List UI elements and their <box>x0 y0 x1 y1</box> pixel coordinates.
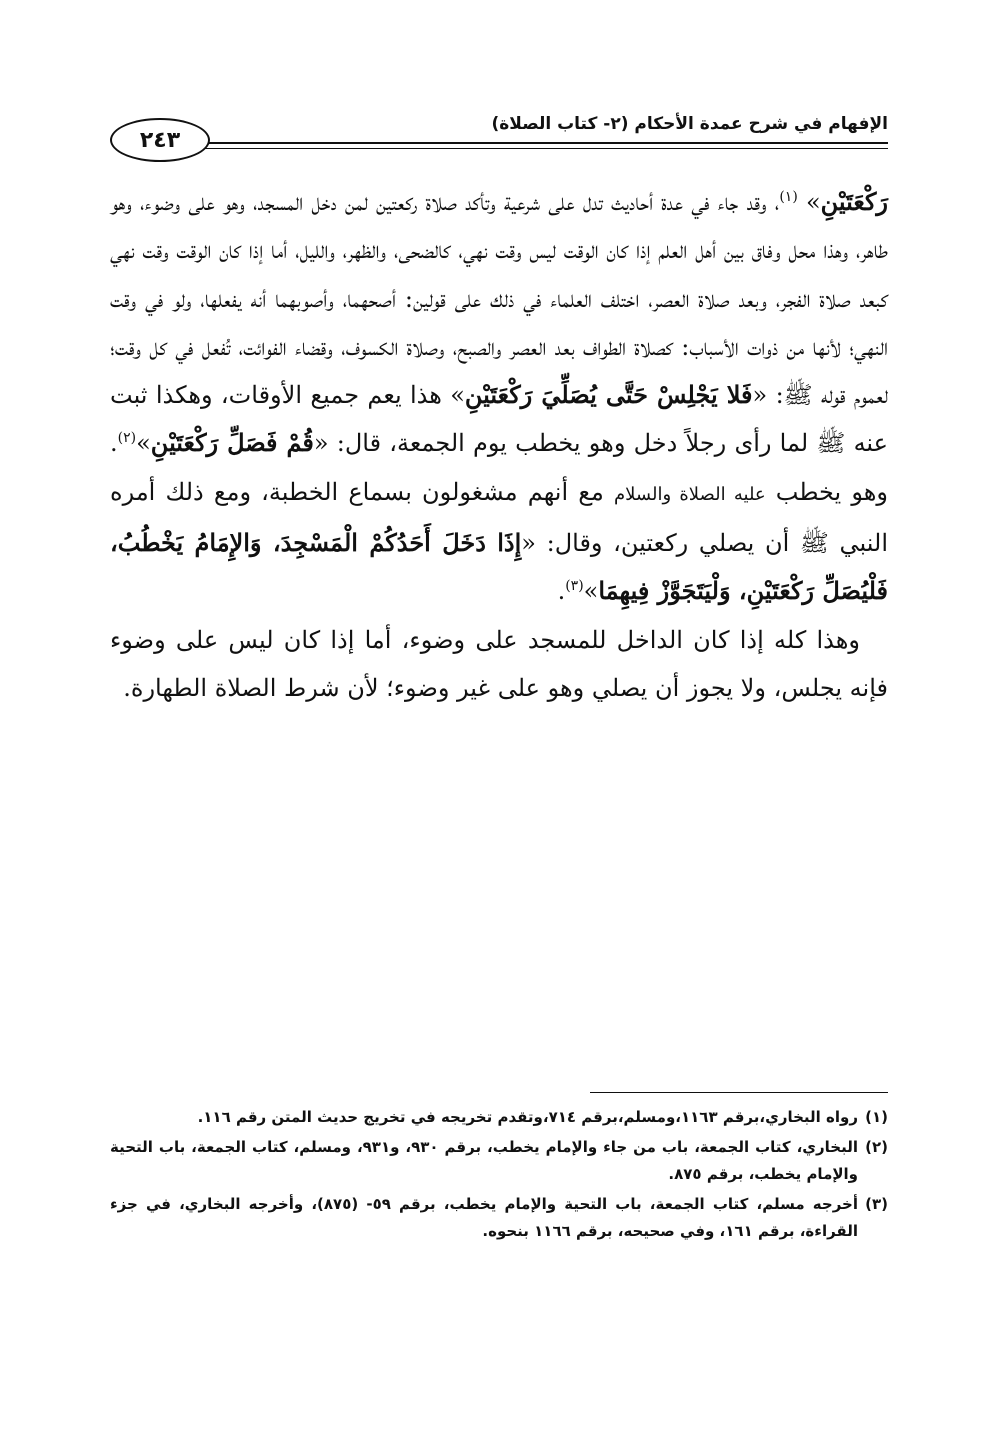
hadith-quote-1: فَلا يَجْلِسْ حَتَّى يُصَلِّيَ رَكْعَتَيْنِ <box>464 380 753 410</box>
text-span: لما رأى رجلاً دخل وهو يخطب يوم الجمعة، قال: « <box>313 429 817 458</box>
paragraph-2: وهذا كله إذا كان الداخل للمسجد على وضوء، أما إذا كان ليس على وضوء فإنه يجلس، ولا يجوز أن يصلي وهو على غير وضوء؛ لأن شرط الصلاة الطهارة. <box>110 625 888 702</box>
footnote-ref-1[interactable]: (١) <box>779 189 798 205</box>
footnote-separator <box>590 1092 888 1093</box>
page-number: ٢٤٣ <box>110 118 210 162</box>
salawat-glyph: ﷺ <box>816 429 846 458</box>
footnote-text: البخاري، كتاب الجمعة، باب من جاء والإمام يخطب، برقم ٩٣٠، و٩٣١، ومسلم، كتاب الجمعة، باب التحية والإمام يخطب، برقم ٨٧٥. <box>110 1138 858 1183</box>
header-title: الإفهام في شرح عمدة الأحكام (٢- كتاب الصلاة) <box>491 114 888 134</box>
honorific: عليه الصلاة والسلام <box>614 483 766 505</box>
footnote-number: (٢) <box>865 1138 888 1156</box>
text-span: . <box>557 577 566 606</box>
footnote-1 <box>110 1104 888 1131</box>
footnote-3 <box>110 1191 888 1245</box>
footnote-ref-3[interactable]: (٣) <box>565 578 584 595</box>
salawat-glyph: ﷺ <box>799 529 829 558</box>
text-span: أن يصلي ركعتين، وقال: « <box>521 529 800 558</box>
hadith-quote-3: إِذَا دَخَلَ أَحَدُكُمْ الْمَسْجِدَ، وَالإِمَامُ يَخْطُبُ، فَلْيُصَلِّ رَكْعَتَيْنِ، وَلْيَتَجَوَّزْ فِيهِمَا <box>110 528 888 606</box>
footnote-number: (٣) <box>865 1195 888 1213</box>
footnotes <box>110 1104 888 1248</box>
text-span: ، وقد جاء في عدة أحاديث تدل على شرعية وتأكد صلاة ركعتين لمن دخل المسجد، وهو على وضوء، وهو طاهر، وهذا محل وفاق بين أهل العلم إذا كان الوقت ليس وقت نهي، كالضحى، والظهر، والليل، أما إذا كان الوقت وقت نهي كبعد صلاة الفجر، وبعد صلاة العصر، اختلف العلماء في ذلك على قولين: أصحهما، وأصوبهما أنه يفعلها، ولو في وقت النهي؛ لأنها من ذوات الأسباب: كصلاة الطواف بعد العصر والصبح، وصلاة الكسوف، وقضاء الفوائت، تُفعل في كل وقت؛ لعموم قوله <box>110 188 889 410</box>
text-span: » <box>136 429 151 458</box>
hadith-quote-2: قُمْ فَصَلِّ رَكْعَتَيْنِ <box>150 428 314 458</box>
hadith-fragment: رَكْعَتَيْنِ <box>820 187 889 216</box>
salawat-glyph: ﷺ <box>783 381 813 410</box>
main-text <box>110 178 888 712</box>
text-span: . وهو يخطب <box>110 429 888 506</box>
header-rule-thin <box>200 148 888 149</box>
text-span: مع أنهم مشغولون بسماع الخطبة، ومع ذلك أمره النبي <box>110 477 888 558</box>
text-span: » <box>583 577 599 606</box>
text-span: : « <box>752 381 784 410</box>
footnote-number: (١) <box>865 1108 888 1126</box>
footnote-text: رواه البخاري،برقم ١١٦٣،ومسلم،برقم ٧١٤،وتقدم تخريجه في تخريج حديث المتن رقم ١١٦. <box>197 1108 858 1126</box>
text-span: » <box>797 188 821 216</box>
footnote-ref-2[interactable]: (٢) <box>117 430 137 447</box>
footnote-2 <box>110 1134 888 1188</box>
header-rule-thick <box>200 142 888 144</box>
running-header <box>110 112 888 164</box>
paragraph-1 <box>110 178 888 616</box>
text-span: » هذا يعم جميع الأوقات، وهكذا ثبت عنه <box>110 381 888 458</box>
footnote-text: أخرجه مسلم، كتاب الجمعة، باب التحية والإمام يخطب، برقم ٥٩- (٨٧٥)، وأخرجه البخاري، في جزء القراءة، برقم ١٦١، وفي صحيحه، برقم ١١٦٦ بنحوه. <box>110 1195 858 1240</box>
